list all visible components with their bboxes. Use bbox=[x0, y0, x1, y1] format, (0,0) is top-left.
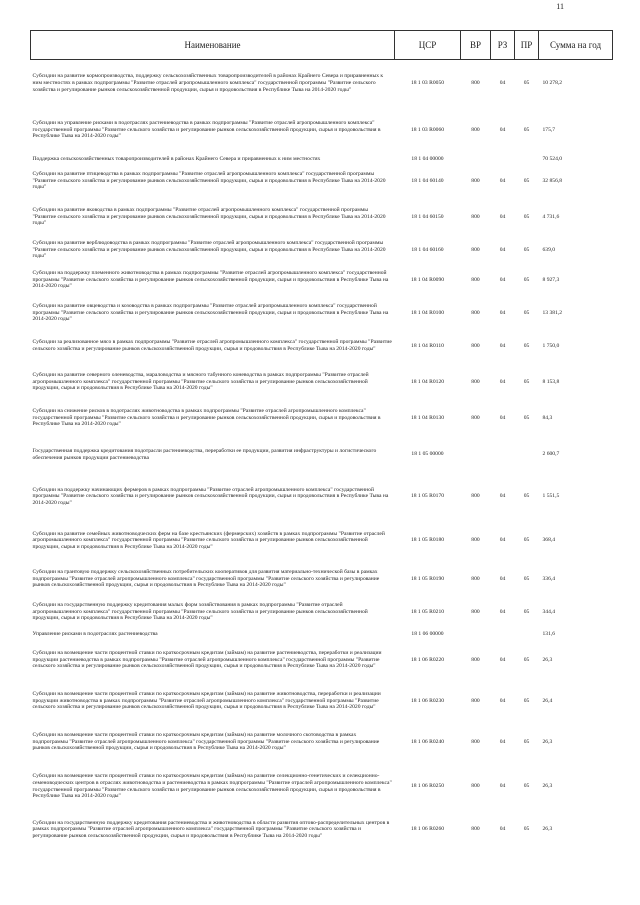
row-vr: 800 bbox=[471, 826, 480, 833]
row-rz: 04 bbox=[499, 126, 506, 133]
row-pr: 05 bbox=[523, 126, 530, 133]
row-pr: 05 bbox=[523, 493, 530, 500]
row-rz bbox=[491, 154, 515, 165]
row-rz: 04 bbox=[499, 378, 506, 385]
row-csr: 18 1 04 60140 bbox=[411, 177, 444, 184]
row-sum: 84,3 bbox=[542, 414, 553, 421]
row-rz: 04 bbox=[499, 656, 506, 663]
row-vr: 800 bbox=[471, 493, 480, 500]
row-csr: 18 1 05 R0190 bbox=[410, 575, 445, 582]
row-sum: 10 278,2 bbox=[542, 79, 563, 86]
row-rz: 04 bbox=[499, 177, 506, 184]
table-row bbox=[31, 640, 613, 681]
table-row bbox=[31, 681, 613, 722]
row-pr: 05 bbox=[523, 378, 530, 385]
table-row bbox=[31, 629, 613, 640]
row-name: Субсидии на возмещение части процентной ставки по краткосрочным кредитам (займам) на развитие молочного скотоводства в рамках подпрограммы "Развитие отраслей агропромышленного комплекса" государственной программы "Развитие сельского хозяйства и регулирование рынков сельскохозяйственной продукции, сырья и продовольствия в Республике Тыва на 2014-2020 годы" bbox=[32, 732, 380, 752]
row-name: Поддержка сельскохозяйственных товаропроизводителей в районах Крайнего Севера и приравненных к ним местностях bbox=[32, 155, 321, 162]
row-rz: 04 bbox=[499, 608, 506, 615]
row-name: Субсидии на поддержку начинающих фермеров в рамках подпрограммы "Развитие отраслей агропромышленного комплекса" государственной программы "Развитие сельского хозяйства и регулирование рынков сельскохозяйственной продукции, сырья и продовольствия в Республике Тыва на 2014-2020 годы" bbox=[32, 486, 389, 506]
row-vr: 800 bbox=[471, 608, 480, 615]
row-sum: 26,3 bbox=[542, 738, 553, 745]
row-csr: 18 1 04 60160 bbox=[411, 246, 444, 253]
row-vr: 800 bbox=[471, 656, 480, 663]
table-row bbox=[31, 435, 613, 475]
row-pr: 05 bbox=[523, 656, 530, 663]
row-pr: 05 bbox=[523, 342, 530, 349]
table-body bbox=[31, 60, 613, 849]
row-pr: 05 bbox=[523, 826, 530, 833]
row-sum: 2 600,7 bbox=[542, 451, 560, 458]
row-vr: 800 bbox=[471, 342, 480, 349]
row-csr: 18 1 06 00000 bbox=[411, 630, 444, 637]
row-vr: 800 bbox=[471, 246, 480, 253]
row-csr: 18 1 04 R0100 bbox=[410, 309, 445, 316]
row-sum: 344,4 bbox=[542, 608, 556, 615]
row-sum: 32 856,8 bbox=[542, 177, 563, 184]
row-sum: 70 524,0 bbox=[542, 155, 563, 162]
row-name: Субсидии на снижение рисков в подотраслях животноводства в рамках подпрограммы "Развитие отраслей агропромышленного комплекса" государственной программы "Развитие сельского хозяйства и регулирование рынков сельскохозяйственной продукции, сырья и продовольствия в Республике Тыва на 2014-2020 годы" bbox=[32, 408, 381, 428]
row-csr: 18 1 04 R0130 bbox=[410, 414, 445, 421]
row-csr: 18 1 05 R0180 bbox=[410, 537, 445, 544]
header-name: Наименование bbox=[31, 31, 395, 60]
table-row bbox=[31, 722, 613, 763]
row-name: Управление рисками в подотраслях растениеводства bbox=[32, 630, 158, 637]
row-csr: 18 1 04 R0110 bbox=[411, 342, 444, 349]
row-pr bbox=[515, 154, 539, 165]
table-row bbox=[31, 519, 613, 563]
table-row bbox=[31, 237, 613, 264]
table-row bbox=[31, 60, 613, 107]
row-csr: 18 1 04 60150 bbox=[411, 213, 444, 220]
table-header-row bbox=[31, 31, 613, 60]
row-csr: 18 1 05 R0170 bbox=[410, 493, 445, 500]
row-pr: 05 bbox=[523, 697, 530, 704]
table-row bbox=[31, 811, 613, 849]
row-csr: 18 1 06 R0230 bbox=[410, 697, 445, 704]
row-vr: 800 bbox=[471, 276, 480, 283]
row-pr: 05 bbox=[523, 309, 530, 316]
row-sum: 26,3 bbox=[542, 826, 553, 833]
row-vr bbox=[461, 629, 491, 640]
row-rz: 04 bbox=[499, 697, 506, 704]
row-name: Субсидии на грантовую поддержку сельскохозяйственных потребительских кооперативов для развития материально-технической базы в рамках подпрограммы "Развитие отраслей агропромышленного комплекса" государственной программы "Развитие сельского хозяйства и регулирование рынков сельскохозяйственной продукции, сырья и продовольствия в Республике Тыва на 2014-2020 годы" bbox=[32, 569, 380, 589]
table-row bbox=[31, 165, 613, 198]
row-name: Субсидии на развитие овцеводства и козоводства в рамках подпрограммы "Развитие отраслей агропромышленного комплекса" государственной программы "Развитие сельского хозяйства и регулирование рынков сельскохозяйственной продукции, сырья и продовольствия в Республике Тыва на 2014-2020 годы" bbox=[32, 303, 389, 323]
row-vr: 800 bbox=[471, 378, 480, 385]
row-csr: 18 1 06 R0220 bbox=[410, 656, 445, 663]
row-sum: 639,0 bbox=[542, 246, 556, 253]
row-vr: 800 bbox=[471, 126, 480, 133]
table-row bbox=[31, 763, 613, 811]
row-sum: 8 153,8 bbox=[542, 378, 560, 385]
row-pr: 05 bbox=[523, 738, 530, 745]
table-row bbox=[31, 402, 613, 435]
row-name: Субсидии на государственную поддержку кредитования малых форм хозяйствования в рамках подпрограммы "Развитие отраслей агропромышленного комплекса" государственной программы "Развитие сельского хозяйства и регулирование рынков сельскохозяйственной продукции, сырья и продовольствия в Республике Тыва на 2014-2020 годы" bbox=[32, 602, 368, 622]
row-pr: 05 bbox=[523, 414, 530, 421]
row-csr: 18 1 06 R0240 bbox=[410, 738, 445, 745]
row-vr: 800 bbox=[471, 213, 480, 220]
row-csr: 18 1 06 R0250 bbox=[410, 783, 445, 790]
row-vr: 800 bbox=[471, 79, 480, 86]
row-rz: 04 bbox=[499, 537, 506, 544]
table-row bbox=[31, 363, 613, 402]
row-sum: 1 551,5 bbox=[542, 493, 560, 500]
table-row bbox=[31, 596, 613, 629]
table-row bbox=[31, 330, 613, 363]
row-csr: 18 1 03 R0060 bbox=[410, 126, 445, 133]
row-rz bbox=[491, 629, 515, 640]
row-csr: 18 1 05 R0210 bbox=[410, 608, 445, 615]
row-vr: 800 bbox=[471, 537, 480, 544]
row-pr bbox=[515, 435, 539, 475]
row-csr: 18 1 05 00000 bbox=[411, 451, 444, 458]
header-csr: ЦСР bbox=[395, 31, 461, 60]
row-pr bbox=[515, 629, 539, 640]
row-name: Субсидии на развитие птицеводства в рамках подпрограммы "Развитие отраслей агропромышленного комплекса" государственной программы "Развитие сельского хозяйства и регулирование рынков сельскохозяйственной продукции, сырья и продовольствия в Республике Тыва на 2014-2020 годы" bbox=[32, 171, 386, 191]
row-rz: 04 bbox=[499, 826, 506, 833]
row-name: Государственная поддержка кредитования подотрасли растениеводства, переработки ее продукции, развития инфраструктуры и логистического обеспечения рынков продукции растениеводства bbox=[32, 447, 377, 461]
row-pr: 05 bbox=[523, 783, 530, 790]
row-name: Субсидии на развитие верблюдоводства в рамках подпрограммы "Развитие отраслей агропромышленного комплекса" государственной программы "Развитие сельского хозяйства и регулирование рынков сельскохозяйственной продукции, сырья и продовольствия в Республике Тыва на 2014-2020 годы" bbox=[32, 240, 386, 260]
table-row bbox=[31, 198, 613, 237]
row-vr bbox=[461, 435, 491, 475]
row-vr: 800 bbox=[471, 414, 480, 421]
row-vr bbox=[461, 154, 491, 165]
row-name: Субсидии на развитие северного оленеводства, мараловодства и мясного табунного коневодства в рамках подпрограммы "Развитие отраслей агропромышленного комплекса" государственной программы "Развитие сельского хозяйства и регулирование рынков сельскохозяйственной продукции, сырья и продовольствия в Республике Тыва на 2014-2020 годы" bbox=[32, 372, 369, 392]
row-sum: 368,4 bbox=[542, 537, 556, 544]
row-rz: 04 bbox=[499, 79, 506, 86]
row-rz: 04 bbox=[499, 414, 506, 421]
row-pr: 05 bbox=[523, 246, 530, 253]
header-rz: РЗ bbox=[491, 31, 515, 60]
row-rz bbox=[491, 435, 515, 475]
row-rz: 04 bbox=[499, 276, 506, 283]
row-name: Субсидии на развитие яководства в рамках подпрограммы "Развитие отраслей агропромышленного комплекса" государственной программы "Развитие сельского хозяйства и регулирование рынков сельскохозяйственной продукции, сырья и продовольствия в Республике Тыва на 2014-2020 годы" bbox=[32, 207, 386, 227]
page-number: 11 bbox=[556, 2, 564, 11]
row-rz: 04 bbox=[499, 213, 506, 220]
header-vr: ВР bbox=[461, 31, 491, 60]
table-row bbox=[31, 107, 613, 154]
row-rz: 04 bbox=[499, 342, 506, 349]
row-name: Субсидии на развитие семейных животноводческих ферм на базе крестьянских (фермерских) хозяйств в рамках подпрограммы "Развитие отраслей агропромышленного комплекса" государственной программы "Развитие сельского хозяйства и регулирование рынков сельскохозяйственной продукции, сырья и продовольствия в Республике Тыва на 2014-2020 годы" bbox=[32, 530, 385, 550]
row-vr: 800 bbox=[471, 738, 480, 745]
row-sum: 26,3 bbox=[542, 656, 553, 663]
row-name: Субсидии на управление рисками в подотраслях растениеводства в рамках подпрограммы "Развитие отраслей агропромышленного комплекса" государственной программы "Развитие сельского хозяйства и регулирование рынков сельскохозяйственной продукции, сырья и продовольствия в Республике Тыва на 2014-2020 годы" bbox=[32, 120, 381, 140]
row-pr: 05 bbox=[523, 575, 530, 582]
table-row bbox=[31, 154, 613, 165]
row-csr: 18 1 04 R0120 bbox=[410, 378, 445, 385]
table-row bbox=[31, 264, 613, 297]
row-csr: 18 1 06 R0260 bbox=[410, 826, 445, 833]
row-sum: 8 927,3 bbox=[542, 276, 560, 283]
row-vr: 800 bbox=[471, 697, 480, 704]
row-rz: 04 bbox=[499, 575, 506, 582]
row-rz: 04 bbox=[499, 783, 506, 790]
header-sum: Сумма на год bbox=[539, 31, 613, 60]
row-vr: 800 bbox=[471, 177, 480, 184]
row-pr: 05 bbox=[523, 79, 530, 86]
row-rz: 04 bbox=[499, 309, 506, 316]
row-vr: 800 bbox=[471, 309, 480, 316]
row-rz: 04 bbox=[499, 738, 506, 745]
table-row bbox=[31, 563, 613, 596]
header-pr: ПР bbox=[515, 31, 539, 60]
row-csr: 18 1 03 R0050 bbox=[410, 79, 445, 86]
row-csr: 18 1 04 00000 bbox=[411, 155, 444, 162]
row-sum: 336,4 bbox=[542, 575, 556, 582]
row-sum: 4 731,6 bbox=[542, 213, 560, 220]
row-sum: 1 750,0 bbox=[542, 342, 560, 349]
row-pr: 05 bbox=[523, 608, 530, 615]
row-sum: 131,6 bbox=[542, 630, 556, 637]
row-name: Субсидии на развитие кормопроизводства, поддержку сельскохозяйственных товаропроизводителей в районах Крайнего Севера и приравненных к ним местностях в рамках подпрограммы "Развитие отраслей агропромышленного комплекса" государственной программы "Развитие сельского хозяйства и регулирование рынков сельскохозяйственной продукции, сырья и продовольствия в Республике Тыва на 2014-2020 годы" bbox=[32, 73, 384, 93]
budget-table bbox=[30, 30, 613, 849]
row-csr: 18 1 04 R0090 bbox=[410, 276, 445, 283]
row-sum: 26,4 bbox=[542, 697, 553, 704]
row-sum: 13 381,2 bbox=[542, 309, 563, 316]
row-sum: 26,3 bbox=[542, 783, 553, 790]
row-name: Субсидии на возмещение части процентной ставки по краткосрочным кредитам (займам) на развитие животноводства, переработки и реализации продукции животноводства в рамках подпрограммы "Развитие отраслей агропромышленного комплекса" государственной программы "Развитие сельского хозяйства и регулирование рынков сельскохозяйственной продукции, сырья и продовольствия в Республике Тыва на 2014-2020 годы" bbox=[32, 691, 381, 711]
row-rz: 04 bbox=[499, 493, 506, 500]
row-vr: 800 bbox=[471, 783, 480, 790]
row-name: Субсидии на возмещение части процентной ставки по краткосрочным кредитам (займам) на развитие селекционно-генетических и селекционно-семеноводческих центров в отраслях животноводства и растениеводства в рамках подпрограммы "Развитие отраслей агропромышленного комплекса" государственной программы "Развитие сельского хозяйства и регулирование рынков сельскохозяйственной продукции, сырья и продовольствия в Республике Тыва на 2014-2020 годы" bbox=[32, 773, 392, 800]
table-row bbox=[31, 297, 613, 330]
row-name: Субсидии на возмещение части процентной ставки по краткосрочным кредитам (займам) на развитие растениеводства, переработки и реализации продукции растениеводства в рамках подпрограммы "Развитие отраслей агропромышленного комплекса" государственной программы "Развитие сельского хозяйства и регулирование рынков сельскохозяйственной продукции, сырья и продовольствия в Республике Тыва на 2014-2020 годы" bbox=[32, 650, 382, 670]
row-name: Субсидии на государственную поддержку кредитования растениеводства и животноводства в области развития оптово-распределительных центров в рамках подпрограммы "Развитие отраслей агропромышленного комплекса" государственной программы "Развитие сельского хозяйства и регулирование рынков сельскохозяйственной продукции, сырья и продовольствия в Республике Тыва на 2014-2020 годы" bbox=[32, 819, 390, 839]
row-vr: 800 bbox=[471, 575, 480, 582]
row-pr: 05 bbox=[523, 537, 530, 544]
row-pr: 05 bbox=[523, 213, 530, 220]
row-pr: 05 bbox=[523, 177, 530, 184]
row-pr: 05 bbox=[523, 276, 530, 283]
row-name: Субсидии за реализованное мясо в рамках подпрограммы "Развитие отраслей агропромышленного комплекса" государственной программы "Развитие сельского хозяйства и регулирование рынков сельскохозяйственной продукции, сырья и продовольствия в Республике Тыва на 2014-2020 годы" bbox=[32, 339, 392, 352]
row-sum: 175,7 bbox=[542, 126, 556, 133]
table-row bbox=[31, 475, 613, 519]
row-name: Субсидии на поддержку племенного животноводства в рамках подпрограммы "Развитие отраслей агропромышленного комплекса" государственной программы "Развитие сельского хозяйства и регулирование рынков сельскохозяйственной продукции, сырья и продовольствия в Республике Тыва на 2014-2020 годы" bbox=[32, 270, 389, 290]
row-rz: 04 bbox=[499, 246, 506, 253]
